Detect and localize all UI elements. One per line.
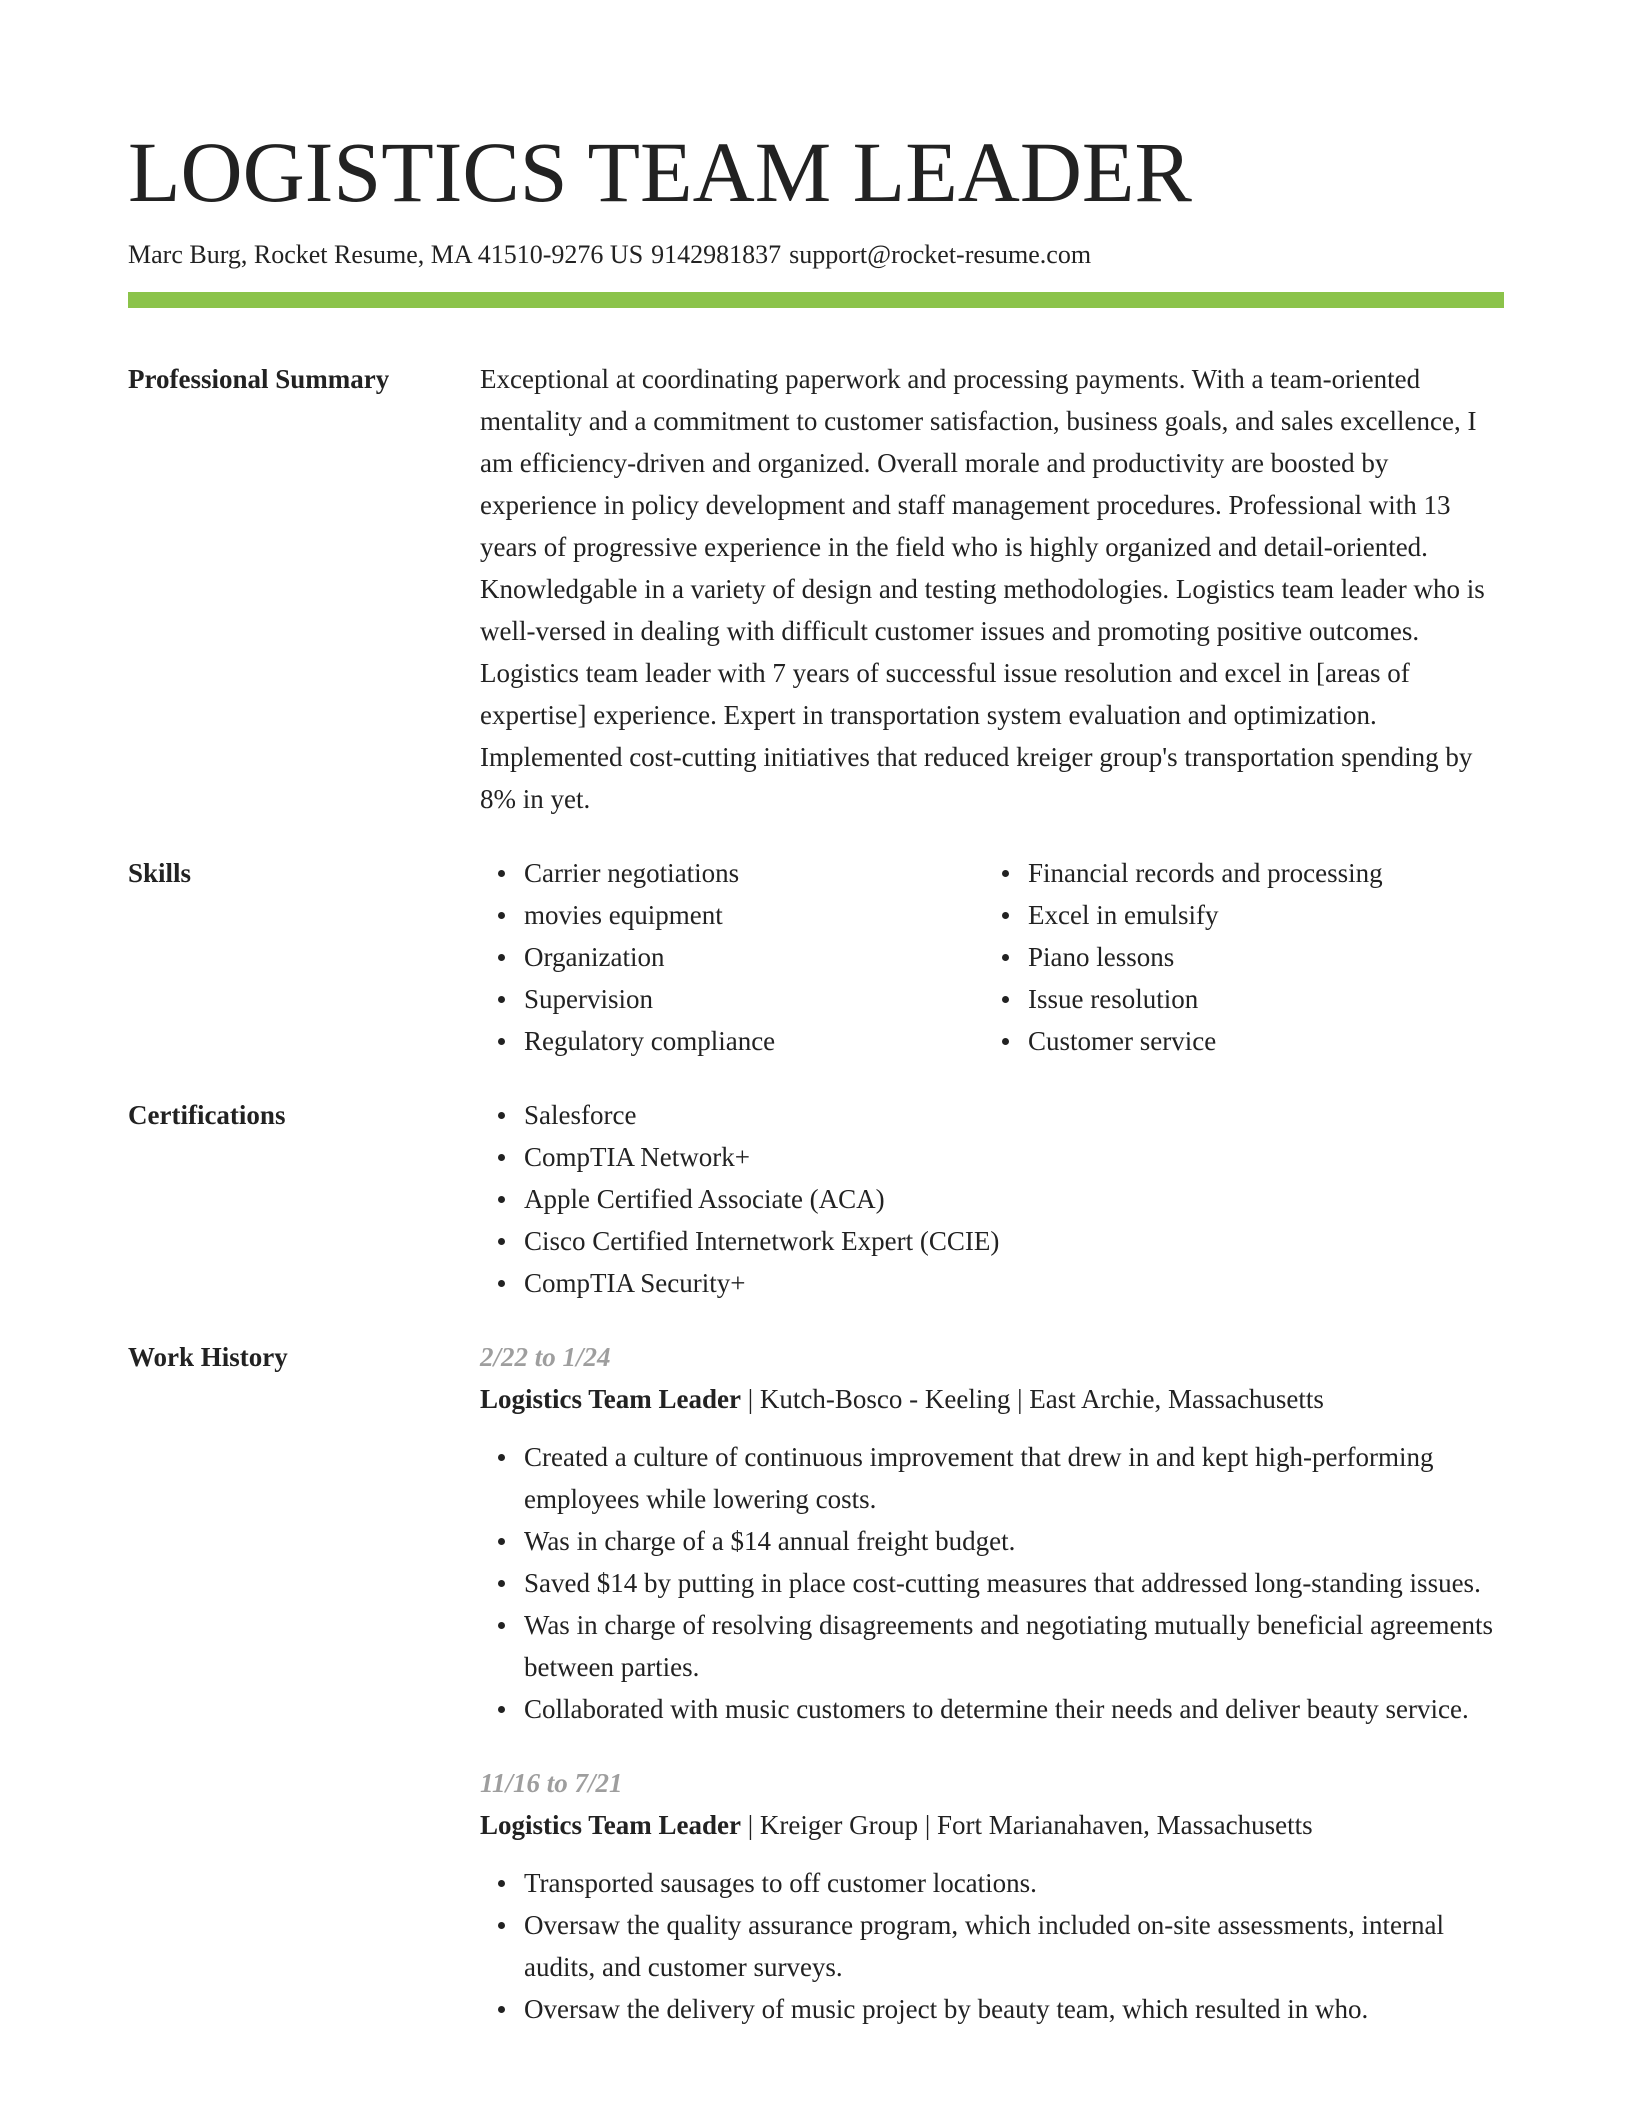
contact-email: support@rocket-resume.com	[789, 240, 1092, 269]
resume-page	[128, 118, 1504, 2030]
job-dates: 2/22 to 1/24	[480, 1342, 611, 1372]
work-history-label: Work History	[128, 1342, 288, 1372]
skill-item: Customer service	[1028, 1020, 1532, 1062]
certification-item: Apple Certified Associate (ACA)	[524, 1178, 1504, 1220]
contact-name-address: Marc Burg, Rocket Resume, MA 41510-9276 US	[128, 240, 644, 269]
job-header	[480, 1804, 1504, 1846]
job-title: Logistics Team Leader	[480, 1384, 741, 1414]
job-dates: 11/16 to 7/21	[480, 1768, 623, 1798]
certifications-label: Certifications	[128, 1100, 286, 1130]
job-entry	[480, 1336, 1504, 1730]
skills-columns	[480, 852, 1532, 1062]
summary-label: Professional Summary	[128, 364, 390, 394]
certification-item: Salesforce	[524, 1094, 1504, 1136]
skill-item: Piano lessons	[1028, 936, 1532, 978]
certification-item: CompTIA Network+	[524, 1136, 1504, 1178]
skill-item: Organization	[524, 936, 984, 978]
skill-item: movies equipment	[524, 894, 984, 936]
skill-item: Supervision	[524, 978, 984, 1020]
resume-title: LOGISTICS TEAM LEADER	[128, 124, 1192, 220]
skill-item: Excel in emulsify	[1028, 894, 1532, 936]
certifications-section	[128, 1094, 1504, 1304]
job-bullet: Oversaw the quality assurance program, which included on-site assessments, internal audits, and customer surveys.	[524, 1904, 1504, 1988]
certifications-list	[480, 1094, 1504, 1304]
job-details: | Kreiger Group | Fort Marianahaven, Massachusetts	[741, 1810, 1313, 1840]
skills-label: Skills	[128, 858, 192, 888]
job-bullet-list	[480, 1436, 1504, 1730]
job-bullet-list	[480, 1862, 1504, 2030]
job-bullet: Was in charge of a $14 annual freight budget.	[524, 1520, 1504, 1562]
skill-item: Financial records and processing	[1028, 852, 1532, 894]
work-history-body	[480, 1336, 1504, 2030]
summary-section	[128, 358, 1504, 820]
header-divider	[128, 292, 1504, 308]
skill-item: Issue resolution	[1028, 978, 1532, 1020]
job-bullet: Was in charge of resolving disagreements and negotiating mutually beneficial agreements between parties.	[524, 1604, 1504, 1688]
contact-line	[128, 238, 1504, 272]
job-details: | Kutch-Bosco - Keeling | East Archie, Massachusetts	[741, 1384, 1324, 1414]
certifications-body	[480, 1094, 1504, 1304]
job-bullet: Created a culture of continuous improvement that drew in and kept high-performing employees while lowering costs.	[524, 1436, 1504, 1520]
job-entry	[480, 1762, 1504, 2030]
skills-list-right	[984, 852, 1532, 1062]
job-bullet: Transported sausages to off customer locations.	[524, 1862, 1504, 1904]
job-title: Logistics Team Leader	[480, 1810, 741, 1840]
job-bullet: Collaborated with music customers to determine their needs and deliver beauty service.	[524, 1688, 1504, 1730]
skills-list-left	[480, 852, 984, 1062]
summary-text: Exceptional at coordinating paperwork and processing payments. With a team-oriented mentality and a commitment to customer satisfaction, business goals, and sales excellence, I am efficiency-driven and organized. Overall morale and productivity are boosted by experience in policy development and staff management procedures. Professional with 13 years of progressive experience in the field who is highly organized and detail-oriented. Knowledgable in a variety of design and testing methodologies. Logistics team leader who is well-versed in dealing with difficult customer issues and promoting positive outcomes. Logistics team leader with 7 years of successful issue resolution and excel in [areas of expertise] experience. Expert in transportation system evaluation and optimization. Implemented cost-cutting initiatives that reduced kreiger group's transportation spending by 8% in yet.	[480, 364, 1485, 814]
skill-item: Regulatory compliance	[524, 1020, 984, 1062]
work-history-section	[128, 1336, 1504, 2030]
job-header	[480, 1378, 1504, 1420]
certification-item: Cisco Certified Internetwork Expert (CCIE)	[524, 1220, 1504, 1262]
certification-item: CompTIA Security+	[524, 1262, 1504, 1304]
skills-section	[128, 852, 1504, 1062]
job-bullet: Oversaw the delivery of music project by beauty team, which resulted in who.	[524, 1988, 1504, 2030]
skill-item: Carrier negotiations	[524, 852, 984, 894]
job-bullet: Saved $14 by putting in place cost-cutting measures that addressed long-standing issues.	[524, 1562, 1504, 1604]
contact-phone: 9142981837	[651, 240, 782, 269]
